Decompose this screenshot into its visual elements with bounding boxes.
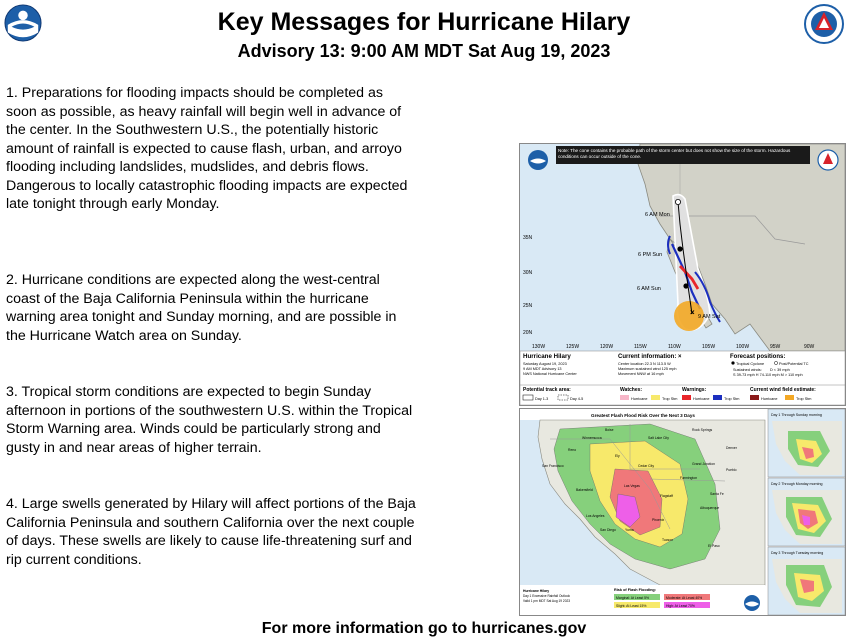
flood-footnote: Valid 1 pm MDT Sat Aug 19 2023: [523, 599, 571, 603]
lat-label: 25N: [523, 303, 533, 309]
flash-flood-risk-graphic: [519, 408, 846, 616]
warning-item: Hurricane: [693, 397, 710, 401]
forecast-legend: D < 39 mph: [770, 368, 790, 372]
flood-footnote: Day 1 Excessive Rainfall Outlook: [523, 594, 570, 598]
city-label: Las Vegas: [624, 484, 640, 488]
city-label: Reno: [568, 448, 577, 452]
city-label: Cedar City: [638, 464, 655, 468]
current-info: Center location 22.3 N 113.5 W: [618, 362, 671, 366]
risk-item: High: At Least 70%: [666, 604, 695, 608]
track-label-9am-sat: 9 AM Sat: [698, 314, 721, 320]
city-label: Salt Lake City: [648, 436, 669, 440]
lat-label: 20N: [523, 330, 533, 336]
city-label: Ely: [615, 454, 620, 458]
current-position-marker: ×: [690, 308, 695, 317]
city-label: Rock Springs: [692, 428, 713, 432]
lon-label: 100W: [736, 344, 750, 350]
key-message-4: 4. Large swells generated by Hilary will affect portions of the Baja California Peninsula and southern California over the next couple of days. These swells are likely to cause life-threatening surf and rip current conditions.: [6, 496, 416, 568]
forecast-legend: Tropical Cyclone: [736, 362, 765, 366]
key-message-3: 3. Tropical storm conditions are expected to begin Sunday afternoon in portions of the southwestern U.S. within the Tropical Storm Warning area. Winds could be particularly strong and gusty in and near areas of higher terrain.: [6, 384, 413, 456]
key-message-1: 1. Preparations for flooding impacts should be completed as soon as possible, as heavy rainfall will begin well in advance of the center. In the Southwestern U.S., the potentially historic amount of rainfall is expected to cause flash, urban, and arroyo flooding including landslides, mudslides, and debris flows. Dangerous to locally catastrophic flooding impacts are expected late tonight through early Monday.: [6, 85, 408, 212]
key-message-2: 2. Hurricane conditions are expected along the west-central coast of the Baja California Peninsula within the hurricane warning area tonight and Sunday morning, and are possible in the Hurricane Watch area on Sunday.: [6, 272, 397, 344]
city-label: Albuquerque: [700, 506, 720, 510]
track-label-6pm-sun: 6 PM Sun: [638, 252, 663, 258]
city-label: Bakersfield: [576, 488, 593, 492]
forecast-legend: S 39-73 mph H 74-110 mph M > 110 mph: [733, 373, 803, 377]
current-info: Movement NNW at 16 mph: [618, 372, 664, 376]
track-label-6am-mon: 6 AM Mon: [645, 212, 670, 218]
lon-label: 95W: [770, 344, 781, 350]
storm-info: 9 AM MDT Advisory 13: [523, 367, 562, 371]
watches-title: Watches:: [620, 387, 643, 393]
day-panel-label: Day 2 Through Monday morning: [771, 482, 823, 486]
lat-label: 35N: [523, 235, 533, 241]
city-label: San Francisco: [542, 464, 564, 468]
current-info-title: Current information: ×: [618, 354, 682, 360]
city-label: Winnemucca: [582, 436, 602, 440]
city-label: Phoenix: [652, 518, 665, 522]
day-3-inset: [768, 547, 845, 615]
city-label: Denver: [726, 446, 737, 450]
risk-legend-title: Risk of Flash Flooding:: [614, 588, 656, 592]
cone-note: Note: The cone contains the probable path of the storm center but does not show the size of the storm. Hazardous conditions can occur outside of the cone.: [558, 148, 791, 159]
track-area-item: Day 4-5: [570, 397, 584, 401]
city-label: Pueblo: [726, 468, 737, 472]
advisory-subtitle: Advisory 13: 9:00 AM MDT Sat Aug 19, 2023: [237, 41, 611, 61]
risk-item: Marginal: At Least 5%: [616, 596, 649, 600]
city-label: Santa Fe: [710, 492, 724, 496]
storm-info: NWS National Hurricane Center: [523, 372, 577, 376]
lon-label: 90W: [804, 344, 815, 350]
lon-label: 120W: [600, 344, 614, 350]
track-area-item: Day 1-3: [535, 397, 549, 401]
city-label: Grand Junction: [692, 462, 715, 466]
storm-name: Hurricane Hilary: [523, 353, 571, 360]
risk-item: Slight: At Least 15%: [616, 604, 647, 608]
warnings-title: Warnings:: [682, 387, 707, 393]
forecast-legend: Post/Potential TC: [779, 362, 809, 366]
track-label-6am-sun: 6 AM Sun: [637, 286, 661, 292]
city-label: Boise: [605, 428, 614, 432]
watch-item: Hurricane: [631, 397, 648, 401]
city-label: San Diego: [600, 528, 616, 532]
storm-info: Saturday August 19, 2023: [523, 362, 567, 366]
lon-label: 110W: [668, 344, 681, 350]
day-2-inset: [768, 478, 845, 546]
page-title: Key Messages for Hurricane Hilary: [217, 8, 631, 36]
city-label: Los Angeles: [586, 514, 605, 518]
track-area-title: Potential track area:: [523, 387, 571, 393]
day-1-inset: [768, 409, 845, 477]
day-panel-label: Day 1 Through Sunday morning: [771, 413, 822, 417]
day-panel-label: Day 3 Through Tuesday morning: [771, 551, 824, 555]
city-label: El Paso: [708, 544, 720, 548]
lon-label: 130W: [532, 344, 546, 350]
city-label: Tucson: [662, 538, 673, 542]
wind-item: Hurricane: [761, 397, 778, 401]
city-label: Flagstaff: [660, 494, 673, 498]
warning-item: Trop Stm: [724, 397, 740, 401]
lat-label: 30N: [523, 270, 533, 276]
forecast-legend: Sustained winds:: [733, 368, 762, 372]
flood-footnote: Hurricane Hilary: [523, 589, 550, 593]
lon-label: 125W: [566, 344, 580, 350]
forecast-title: Forecast positions:: [730, 354, 786, 360]
risk-item: Moderate: At Least 40%: [666, 596, 703, 600]
lon-label: 115W: [634, 344, 647, 350]
current-info: Maximum sustained wind 125 mph: [618, 367, 677, 371]
city-label: Yuma: [625, 528, 634, 532]
flood-map-title: Greatest Flash Flood Risk Over the Next 3 Days: [591, 413, 695, 418]
footer-info: For more information go to hurricanes.gov: [261, 620, 587, 637]
watch-item: Trop Stm: [662, 397, 678, 401]
city-label: Farmington: [680, 476, 698, 480]
cone-forecast-graphic: [519, 143, 846, 406]
lon-label: 105W: [702, 344, 716, 350]
wind-item: Trop Stm: [796, 397, 812, 401]
wind-title: Current wind field estimate:: [750, 387, 816, 393]
